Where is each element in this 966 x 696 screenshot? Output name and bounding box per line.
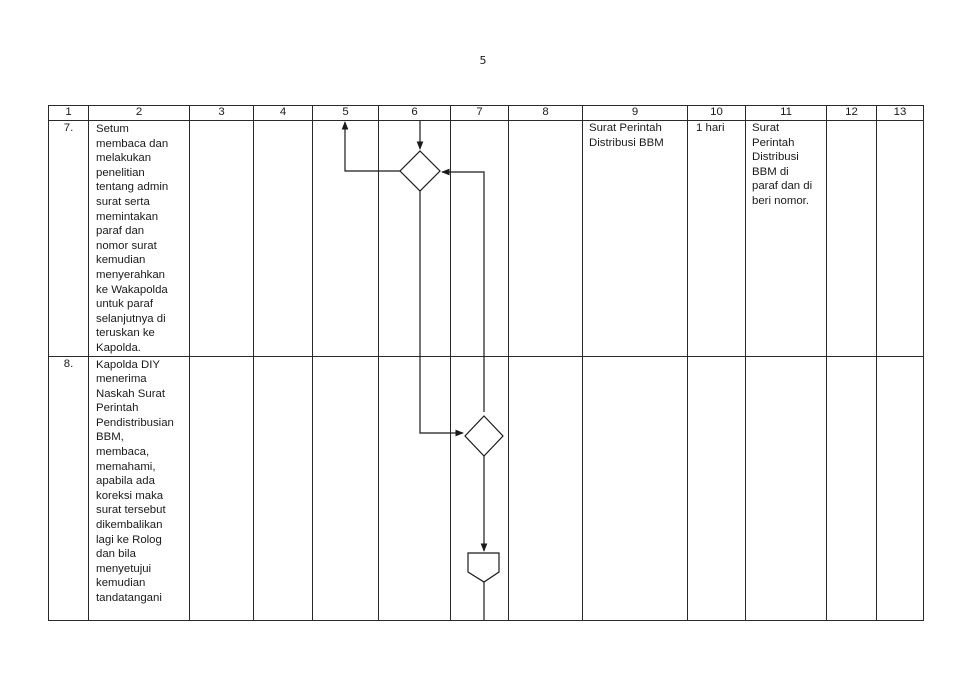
activity-line: Kapolda. bbox=[96, 341, 141, 354]
activity-line: menyerahkan bbox=[96, 268, 166, 281]
cell bbox=[877, 356, 924, 620]
cell bbox=[583, 356, 688, 620]
header-col-7: 7 bbox=[451, 106, 509, 121]
activity-line: apabila ada bbox=[96, 475, 155, 488]
activity-line: memintakan bbox=[96, 210, 159, 223]
row-number: 8. bbox=[49, 356, 89, 620]
result-description bbox=[746, 121, 827, 357]
activity-line: Naskah Surat bbox=[96, 387, 166, 400]
header-col-6: 6 bbox=[379, 106, 451, 121]
table-row-8 bbox=[49, 356, 924, 620]
result-line: Surat bbox=[752, 122, 780, 134]
activity-line: ke Wakapolda bbox=[96, 283, 168, 296]
activity-line: membaca dan bbox=[96, 137, 169, 150]
result-line: beri nomor. bbox=[752, 194, 809, 207]
activity-line: surat serta bbox=[96, 195, 150, 208]
header-row bbox=[49, 106, 924, 121]
activity-line: Setum bbox=[96, 123, 129, 135]
duration: 1 hari bbox=[688, 121, 746, 357]
activity-line: tentang admin bbox=[96, 181, 169, 194]
activity-line: lagi ke Rolog bbox=[96, 533, 162, 546]
result-line: paraf dan di bbox=[752, 180, 813, 193]
header-col-11: 11 bbox=[746, 106, 827, 121]
header-col-9: 9 bbox=[583, 106, 688, 121]
activity-line: teruskan ke bbox=[96, 327, 155, 340]
activity-line: dan bila bbox=[96, 548, 136, 561]
table-row-7 bbox=[49, 121, 924, 357]
activity-line: menyetujui bbox=[96, 562, 152, 575]
header-col-8: 8 bbox=[509, 106, 583, 121]
activity-description bbox=[89, 356, 190, 620]
activity-line: selanjutnya di bbox=[96, 312, 166, 325]
cell bbox=[509, 121, 583, 357]
sop-flow-table bbox=[48, 105, 924, 621]
header-col-12: 12 bbox=[827, 106, 877, 121]
activity-line: memahami, bbox=[96, 460, 156, 473]
cell bbox=[688, 356, 746, 620]
output-document bbox=[583, 121, 688, 357]
activity-line: paraf dan bbox=[96, 225, 145, 238]
header-col-4: 4 bbox=[254, 106, 313, 121]
activity-line: nomor surat bbox=[96, 239, 157, 252]
output-line: Distribusi BBM bbox=[589, 136, 664, 149]
cell bbox=[509, 356, 583, 620]
result-line: BBM di bbox=[752, 165, 789, 178]
page-number: 5 bbox=[479, 54, 487, 67]
header-col-13: 13 bbox=[877, 106, 924, 121]
cell bbox=[379, 356, 451, 620]
cell bbox=[313, 121, 379, 357]
activity-line: membaca, bbox=[96, 446, 150, 459]
cell bbox=[451, 356, 509, 620]
cell bbox=[254, 121, 313, 357]
header-col-3: 3 bbox=[190, 106, 254, 121]
header-col-10: 10 bbox=[688, 106, 746, 121]
result-line: Distribusi bbox=[752, 151, 799, 164]
cell bbox=[379, 121, 451, 357]
header-col-5: 5 bbox=[313, 106, 379, 121]
activity-description bbox=[89, 121, 190, 357]
activity-line: melakukan bbox=[96, 152, 152, 165]
activity-line: Perintah bbox=[96, 402, 139, 415]
activity-line: kemudian bbox=[96, 577, 146, 590]
row-number: 7. bbox=[49, 121, 89, 357]
cell bbox=[827, 121, 877, 357]
cell bbox=[451, 121, 509, 357]
activity-line: menerima bbox=[96, 373, 147, 386]
cell bbox=[827, 356, 877, 620]
cell bbox=[313, 356, 379, 620]
activity-line: dikembalikan bbox=[96, 519, 163, 532]
activity-line: koreksi maka bbox=[96, 489, 164, 502]
activity-line: surat tersebut bbox=[96, 504, 166, 517]
cell bbox=[190, 121, 254, 357]
activity-line: untuk paraf bbox=[96, 298, 153, 311]
cell bbox=[877, 121, 924, 357]
activity-line: penelitian bbox=[96, 166, 145, 179]
activity-line: kemudian bbox=[96, 254, 146, 267]
cell bbox=[254, 356, 313, 620]
cell bbox=[746, 356, 827, 620]
cell bbox=[190, 356, 254, 620]
header-col-1: 1 bbox=[49, 106, 89, 121]
output-line: Surat Perintah bbox=[589, 122, 662, 134]
result-line: Perintah bbox=[752, 136, 795, 149]
activity-line: Pendistribusian bbox=[96, 416, 174, 429]
activity-line: BBM, bbox=[96, 431, 124, 444]
activity-line: tandatangani bbox=[96, 592, 162, 604]
activity-line: Kapolda DIY bbox=[96, 358, 160, 371]
header-col-2: 2 bbox=[89, 106, 190, 121]
